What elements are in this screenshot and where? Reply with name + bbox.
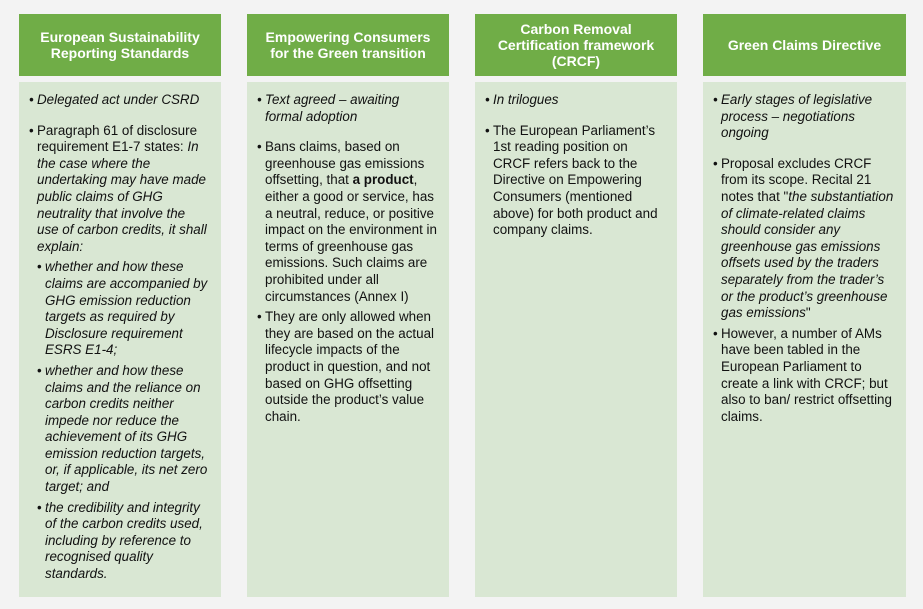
list-item: • Bans claims, based on greenhouse gas emissions offsetting, that a product, either a good or service, has a neutral, reduce, or positive impact on the environment in terms of greenhouse gas emissions. Such claims are prohibited under all circumstances (Annex I)	[257, 139, 437, 305]
column-header	[475, 14, 677, 76]
column-body	[19, 82, 221, 597]
list-item: • The European Parliament’s 1st reading position on CRCF refers back to the Directive on Empowering Consumers (mentioned above) for both product and company claims.	[485, 123, 665, 239]
list-item: • They are only allowed when they are based on the actual lifecycle impacts of the product in question, and not based on GHG offsetting outside the product’s value chain.	[257, 309, 437, 425]
column-body	[247, 82, 449, 597]
sub-list-item: • whether and how these claims are accompanied by GHG emission reduction targets as required by Disclosure requirement ESRS E1-4;	[29, 259, 209, 359]
list-item: • Text agreed – awaiting formal adoption	[257, 92, 437, 125]
list-item: • Paragraph 61 of disclosure requirement E1-7 states: In the case where the undertaking may have made public claims of GHG neutrality that involve the use of carbon credits, it shall explain:	[29, 123, 209, 256]
list-item: • In trilogues	[485, 92, 665, 109]
list-item: • Early stages of legislative process – negotiations ongoing	[713, 92, 894, 142]
column-crcf	[475, 14, 677, 597]
column-green-claims	[703, 14, 906, 597]
list-item: • However, a number of AMs have been tabled in the European Parliament to create a link with CRCF; but also to ban/ restrict offsetting claims.	[713, 326, 894, 426]
column-header	[247, 14, 449, 76]
column-empowering-consumers	[247, 14, 449, 597]
column-title: European Sustainability Reporting Standards	[40, 29, 200, 61]
column-esrs	[19, 14, 221, 597]
column-body	[703, 82, 906, 597]
sub-list-item: • whether and how these claims and the reliance on carbon credits neither impede nor reduce the achievement of its GHG emission reduction targets, or, if applicable, its net zero target; and	[29, 363, 209, 496]
column-title: Carbon Removal Certification framework (CRCF)	[497, 21, 655, 69]
column-title: Empowering Consumers for the Green transition	[265, 29, 431, 61]
column-title: Green Claims Directive	[727, 37, 882, 53]
column-body	[475, 82, 677, 597]
sub-list-item: • the credibility and integrity of the carbon credits used, including by reference to recognised quality standards.	[29, 500, 209, 583]
list-item: • Delegated act under CSRD	[29, 92, 209, 109]
column-header	[703, 14, 906, 76]
list-item: • Proposal excludes CRCF from its scope. Recital 21 notes that "the substantiation of climate-related claims should consider any greenhouse gas emissions offsets used by the traders separately from the trader’s or the product’s greenhouse gas emissions"	[713, 156, 894, 322]
column-header	[19, 14, 221, 76]
